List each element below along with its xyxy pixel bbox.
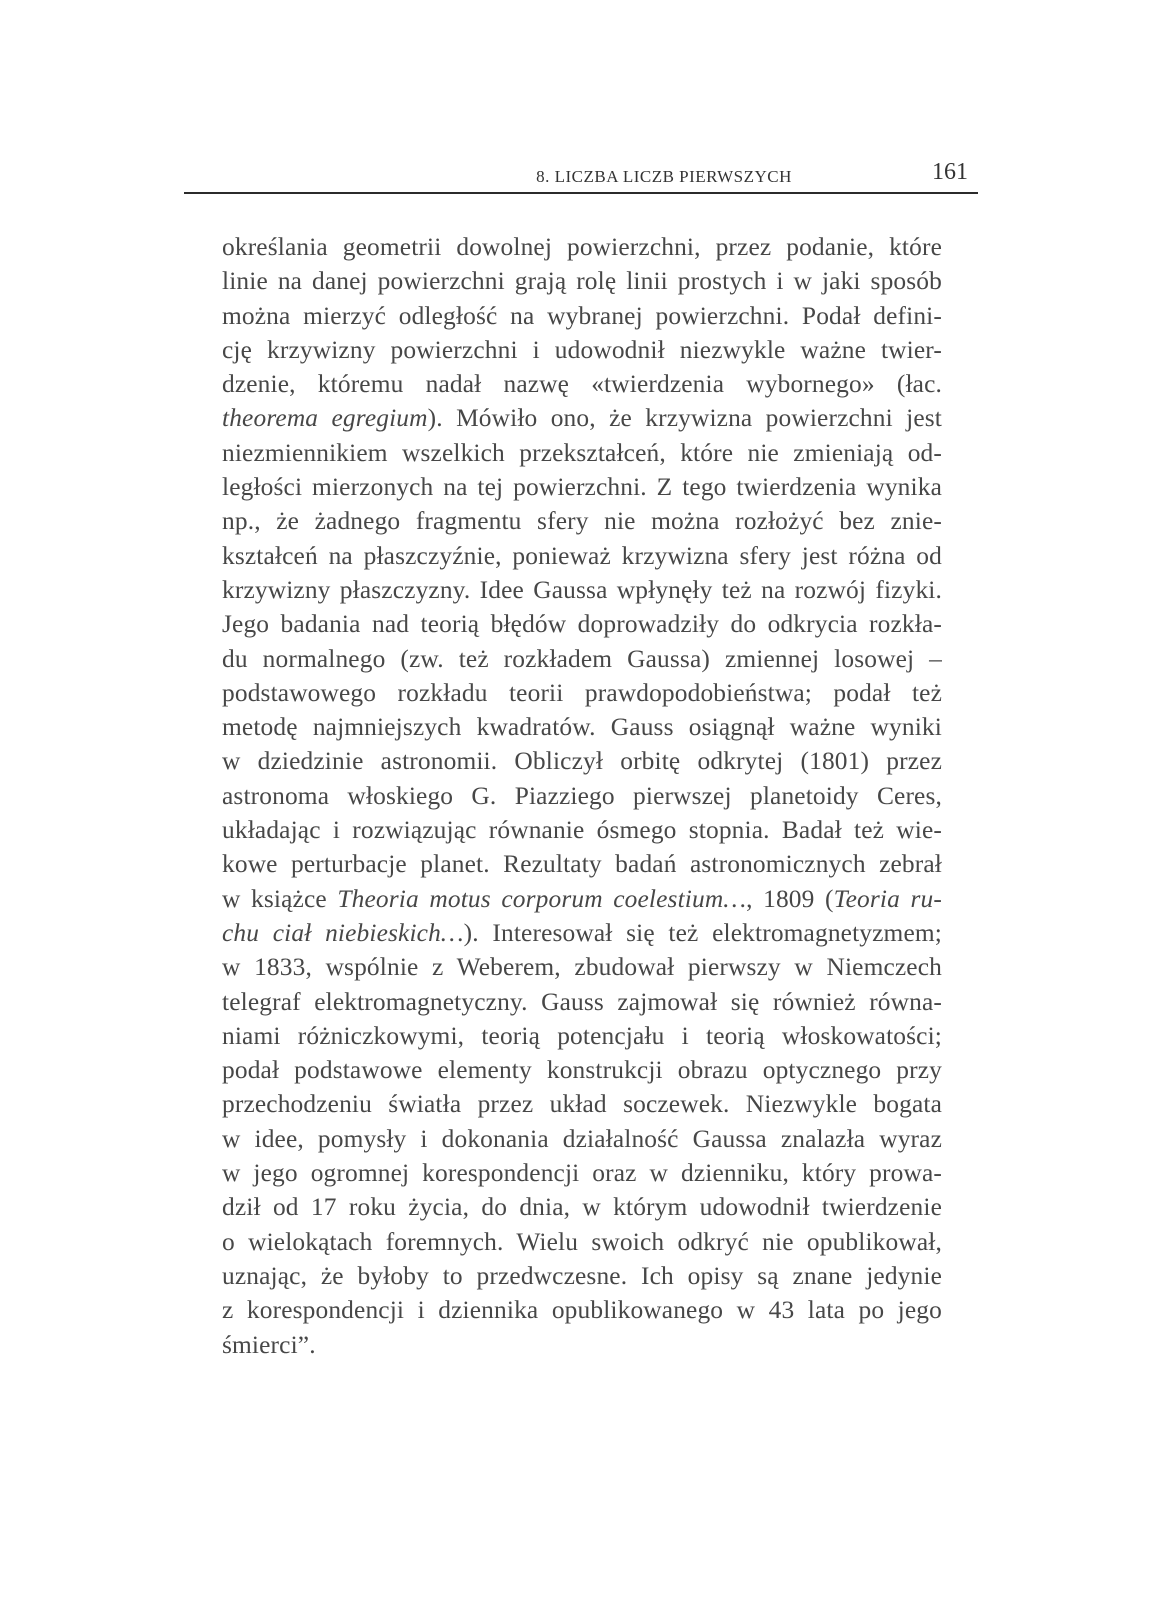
text-segment: w jego ogromnej korespondencji oraz w dzienniku, który prowa- <box>222 1159 942 1188</box>
text-line <box>222 1156 942 1190</box>
text-line <box>222 1122 942 1156</box>
text-line <box>222 1053 942 1087</box>
text-line <box>222 299 942 333</box>
text-line <box>222 401 942 435</box>
text-segment: ległości mierzonych na tej powierzchni. Z tego twierdzenia wynika <box>222 473 942 502</box>
text-segment: ). Mówiło ono, że krzywizna powierzchni jest <box>427 404 942 433</box>
text-segment: metodę najmniejszych kwadratów. Gauss osiągnął ważne wyniki <box>222 713 942 742</box>
text-segment: telegraf elektromagnetyczny. Gauss zajmował się również równa- <box>222 987 942 1016</box>
text-line <box>222 230 942 264</box>
text-line <box>222 504 942 538</box>
text-segment: kowe perturbacje planet. Rezultaty badań astronomicznych zebrał <box>222 850 942 879</box>
text-line <box>222 367 942 401</box>
text-segment: dzenie, któremu nadał nazwę «twierdzenia wybornego» (łac. <box>222 370 942 399</box>
text-segment: cję krzywizny powierzchni i udowodnił niezwykle ważne twier- <box>222 335 942 364</box>
text-segment: podstawowego rozkładu teorii prawdopodobieństwa; podał też <box>222 678 942 707</box>
italic-text-segment: Theoria motus corporum coelestium… <box>337 884 747 913</box>
text-segment: o wielokątach foremnych. Wielu swoich odkryć nie opublikował, <box>222 1227 942 1256</box>
text-line <box>222 642 942 676</box>
text-segment: , 1809 ( <box>746 884 834 913</box>
text-segment: układając i rozwiązując równanie ósmego stopnia. Badał też wie- <box>222 816 942 845</box>
text-line <box>222 436 942 470</box>
italic-text-segment: theorema egregium <box>222 404 428 433</box>
italic-text-segment: Teoria ru- <box>833 884 942 913</box>
text-segment: linie na danej powierzchni grają rolę linii prostych i w jaki sposób <box>222 267 942 296</box>
text-segment: w dziedzinie astronomii. Obliczył orbitę odkrytej (1801) przez <box>222 747 942 776</box>
text-line <box>222 847 942 881</box>
text-segment: przechodzeniu światła przez układ soczewek. Niezwykle bogata <box>222 1090 942 1119</box>
text-segment: np., że żadnego fragmentu sfery nie można rozłożyć bez znie- <box>222 507 942 536</box>
text-line <box>222 813 942 847</box>
italic-text-segment: chu ciał niebieskich… <box>222 918 464 947</box>
text-segment: krzywizny płaszczyzny. Idee Gaussa wpłynęły też na rozwój fizyki. <box>222 575 942 604</box>
text-line <box>222 333 942 367</box>
text-segment: w idee, pomysły i dokonania działalność Gaussa znalazła wyraz <box>222 1124 942 1153</box>
text-line <box>222 1259 942 1293</box>
text-segment: z korespondencji i dziennika opublikowanego w 43 lata po jego <box>222 1296 942 1325</box>
text-line <box>222 1225 942 1259</box>
text-line <box>222 676 942 710</box>
text-line <box>222 950 942 984</box>
text-line <box>222 264 942 298</box>
text-segment: kształceń na płaszczyźnie, ponieważ krzywizna sfery jest różna od <box>222 541 942 570</box>
text-line <box>222 1328 942 1362</box>
text-segment: w książce <box>222 884 338 913</box>
chapter-title: 8. LICZBA LICZB PIERWSZYCH <box>536 167 792 186</box>
text-line <box>222 1019 942 1053</box>
running-header <box>184 159 978 194</box>
text-line <box>222 779 942 813</box>
text-line <box>222 573 942 607</box>
text-segment: ). Interesował się też elektromagnetyzmem; <box>463 918 942 947</box>
text-line <box>222 882 942 916</box>
page-number: 161 <box>932 159 968 185</box>
text-line <box>222 744 942 778</box>
text-segment: można mierzyć odległość na wybranej powierzchni. Podał defini- <box>222 301 942 330</box>
text-segment: niami różniczkowymi, teorią potencjału i teorią włoskowatości; <box>222 1021 942 1050</box>
text-segment: dził od 17 roku życia, do dnia, w którym udowodnił twierdzenie <box>222 1193 942 1222</box>
text-segment: astronoma włoskiego G. Piazziego pierwszej planetoidy Ceres, <box>222 781 942 810</box>
body-text <box>222 230 942 1362</box>
text-line <box>222 470 942 504</box>
text-segment: w 1833, wspólnie z Weberem, zbudował pierwszy w Niemczech <box>222 953 942 982</box>
text-segment: podał podstawowe elementy konstrukcji obrazu optycznego przy <box>222 1056 942 1085</box>
text-segment: niezmiennikiem wszelkich przekształceń, które nie zmieniają od- <box>222 438 942 467</box>
text-line <box>222 607 942 641</box>
text-line <box>222 1190 942 1224</box>
text-line <box>222 985 942 1019</box>
text-line <box>222 710 942 744</box>
text-segment: określania geometrii dowolnej powierzchni, przez podanie, które <box>222 233 942 261</box>
text-segment: uznając, że byłoby to przedwczesne. Ich opisy są znane jedynie <box>222 1261 942 1290</box>
text-line <box>222 1293 942 1327</box>
text-segment: du normalnego (zw. też rozkładem Gaussa) zmiennej losowej – <box>222 644 942 673</box>
text-segment: Jego badania nad teorią błędów doprowadziły do odkrycia rozkła- <box>222 610 942 639</box>
text-segment: śmierci”. <box>222 1330 316 1359</box>
text-line <box>222 539 942 573</box>
text-line <box>222 1087 942 1121</box>
text-line <box>222 916 942 950</box>
